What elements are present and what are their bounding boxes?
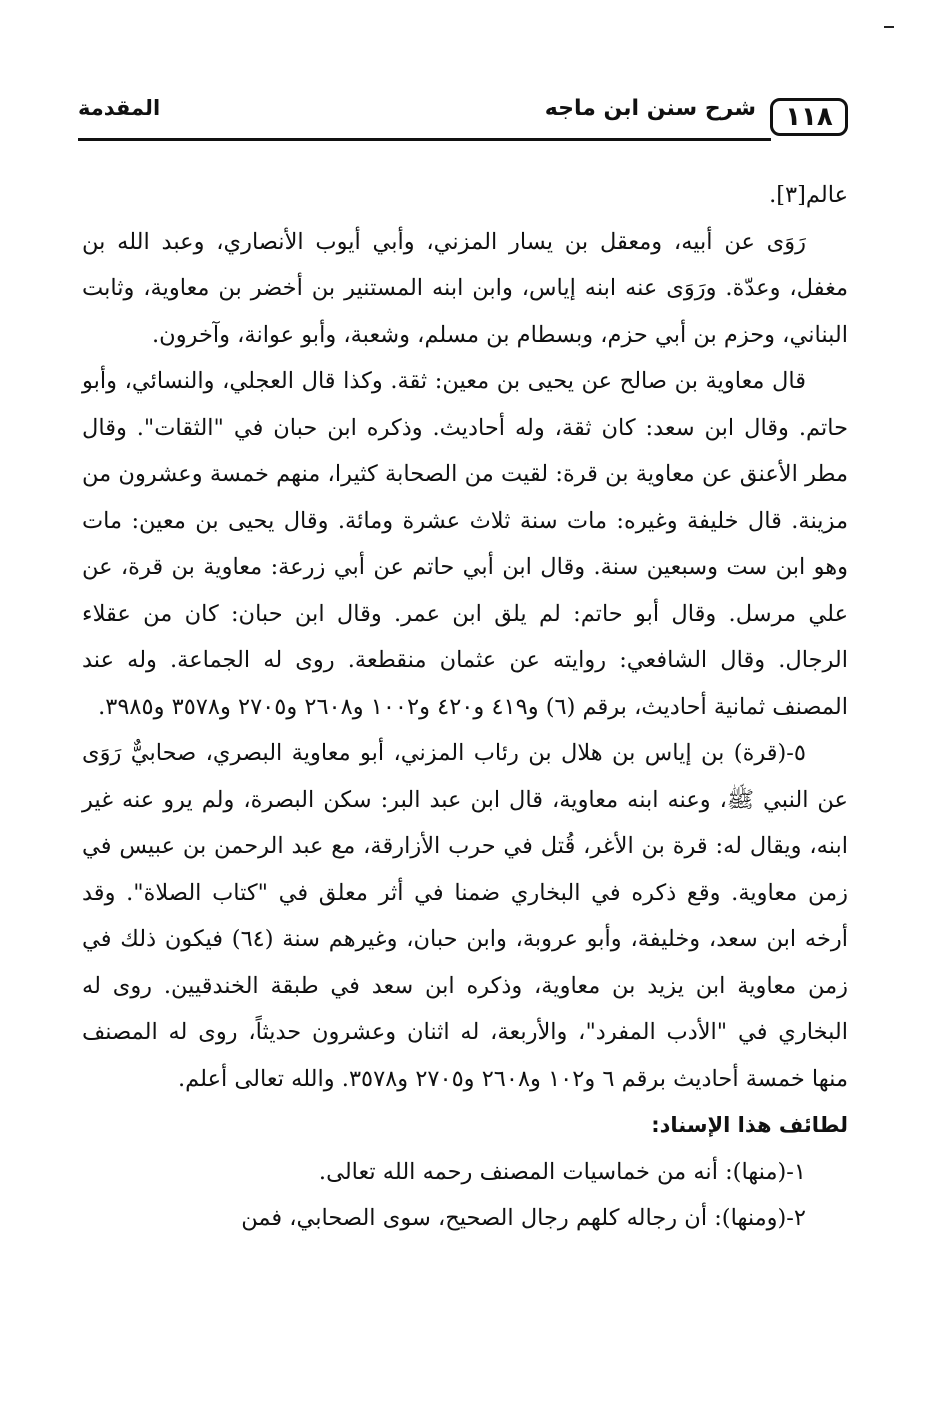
section-title: المقدمة [78, 96, 161, 120]
paragraph-narrators: رَوَى عن أبيه، ومعقل بن يسار المزني، وأبي أيوب الأنصاري، وعبد الله بن مغفل، وعدّة. ورَوَى عنه ابنه إياس، وابن ابنه المستنير بن أخضر بن معاوية، وثابت البناني، وحزم بن أبي حزم، وبسطام بن مسلم، وشعبة، وأبو عوانة، وآخرون. [82, 228, 848, 348]
book-title: شرح سنن ابن ماجه [544, 96, 756, 121]
corner-mark [884, 26, 894, 28]
page-number: ١١٨ [785, 102, 833, 132]
running-header [78, 96, 848, 136]
page-body [82, 172, 848, 1242]
paragraph-qurra-biography: ٥-(قرة) بن إياس بن هلال بن رئاب المزني، أبو معاوية البصري، صحابيٌّ رَوَى عن النبي ﷺ، وعنه ابنه معاوية، قال ابن عبد البر: سكن البصرة، ولم يرو عنه غير ابنه، ويقال له: قرة بن الأغر، قُتل في حرب الأزارقة، مع عبد الرحمن بن عبيس في زمن معاوية. وقع ذكره في البخاري ضمنا في أثر معلق في "كتاب الصلاة". وقد أرخه ابن سعد، وخليفة، وأبو عروبة، وابن حبان، وغيرهم سنة (٦٤) فيكون ذلك في زمن معاوية ابن يزيد بن معاوية، وذكره ابن سعد في طبقة الخندقيين. روى له البخاري في "الأدب المفرد"، والأربعة، له اثنان وعشرون حديثاً، روى له المصنف منها خمسة أحاديث برقم ٦ و١٠٢ و٢٦٠٨ و٢٧٠٥ و٣٥٧٨. والله تعالى أعلم. [82, 740, 848, 1092]
page-number-box [770, 98, 848, 136]
point-1: ١-(منها): أنه من خماسيات المصنف رحمه الله تعالى. [318, 1158, 806, 1185]
continuation-line: عالم[٣]. [769, 182, 848, 208]
paragraph-grading: قال معاوية بن صالح عن يحيى بن معين: ثقة. وكذا قال العجلي، والنسائي، وأبو حاتم. وقال ابن سعد: كان ثقة، وله أحاديث. وذكره ابن حبان في "الثقات". وقال مطر الأعنق عن معاوية بن قرة: لقيت من الصحابة كثيرا، منهم خمسة وعشرون من مزينة. قال خليفة وغيره: مات سنة ثلاث عشرة ومائة. وقال يحيى بن معين: مات وهو ابن ست وسبعين سنة. وقال ابن أبي حاتم عن أبي زرعة: معاوية بن قرة، عن علي مرسل. وقال أبو حاتم: لم يلق ابن عمر. وقال ابن حبان: كان من عقلاء الرجال. وقال الشافعي: روايته عن عثمان منقطعة. روى له الجماعة. وله عند المصنف ثمانية أحاديث، برقم (٦) و٤١٩ و٤٢٠ و١٠٠٢ و٢٦٠٨ و٢٧٠٥ و٣٥٧٨ و٣٩٨٥. [82, 368, 848, 720]
subheading-isnad-notes: لطائف هذا الإسناد: [651, 1113, 848, 1137]
point-2: ٢-(ومنها): أن رجاله كلهم رجال الصحيح، سوى الصحابي، فمن [241, 1205, 806, 1231]
header-rule [78, 138, 771, 141]
